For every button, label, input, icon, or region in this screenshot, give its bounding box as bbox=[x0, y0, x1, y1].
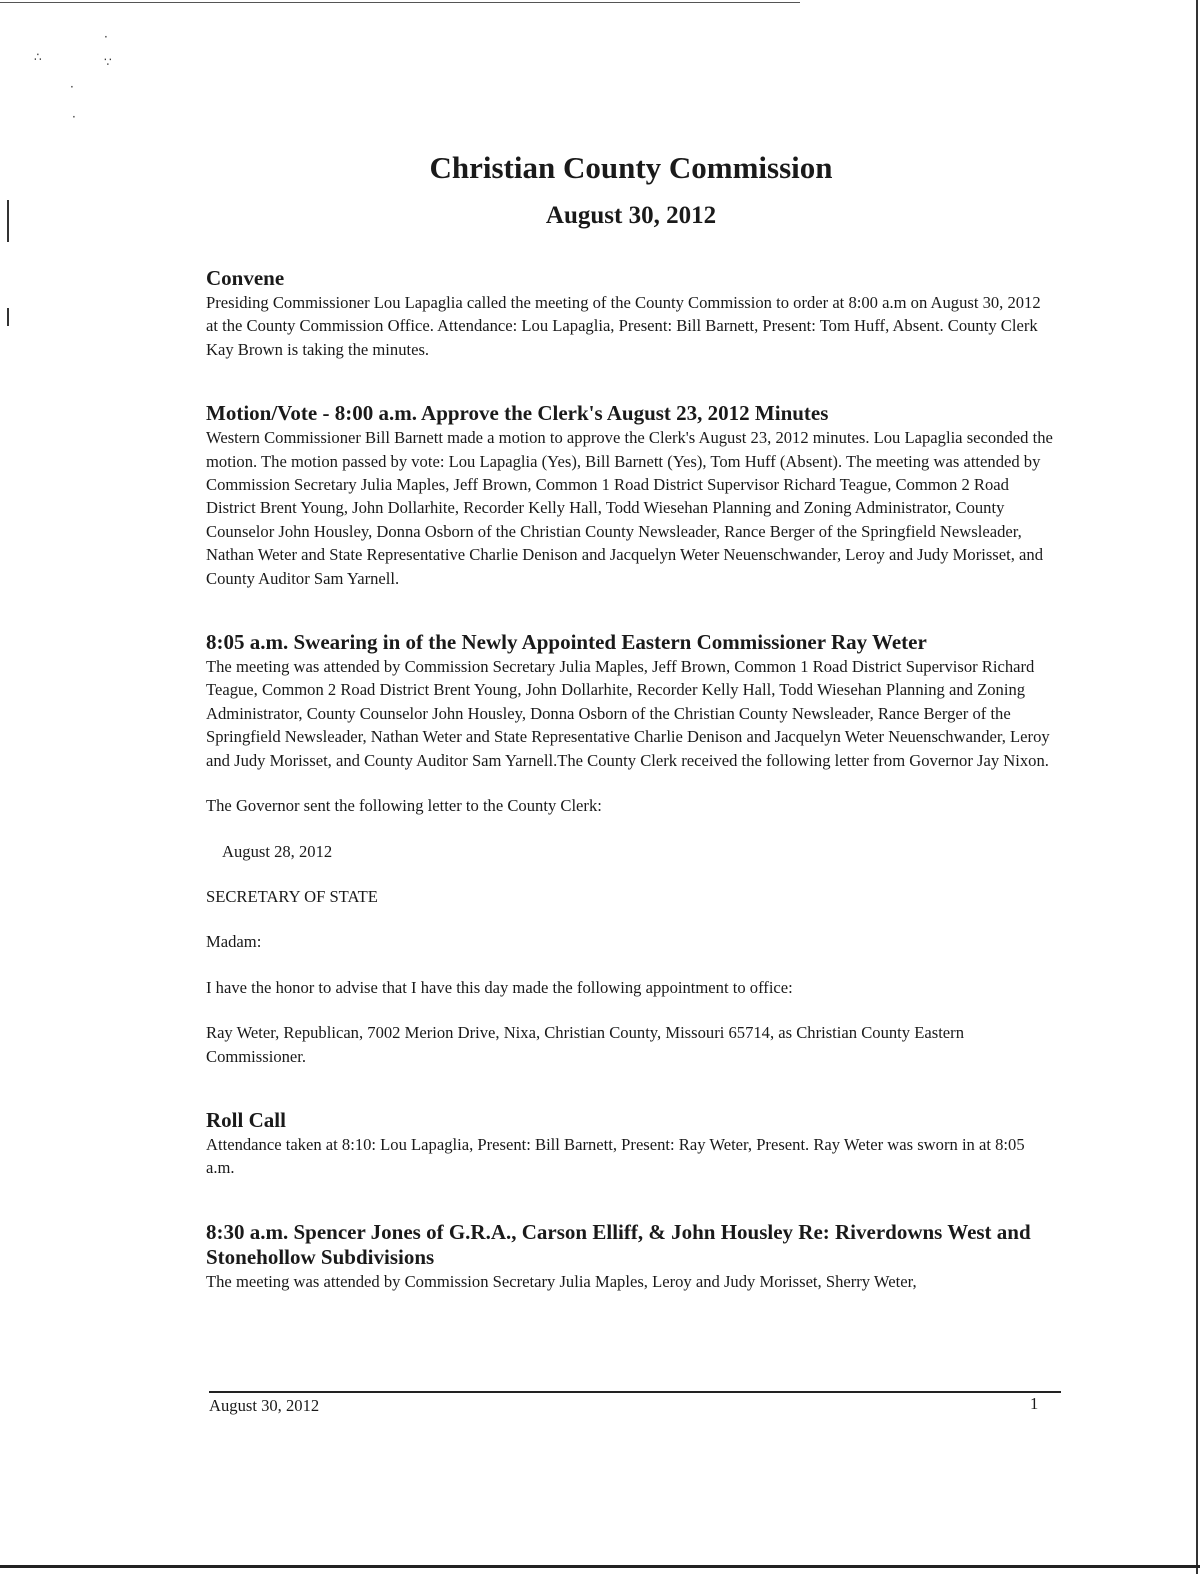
scan-speck: ∵ bbox=[104, 55, 112, 69]
section-heading: Roll Call bbox=[206, 1107, 286, 1132]
letter-body: I have the honor to advise that I have this day made the following appointment to office: bbox=[206, 977, 793, 997]
scan-edge-bottom bbox=[0, 1565, 1200, 1568]
letter-date: August 28, 2012 bbox=[222, 841, 333, 861]
scan-speck: ∴ bbox=[34, 50, 42, 64]
scan-speck: · bbox=[70, 80, 74, 94]
page-number: 1 bbox=[1030, 1394, 1039, 1413]
section-spencer-jones bbox=[206, 1220, 1056, 1293]
scan-edge-right bbox=[1196, 0, 1198, 1574]
section-text: Presiding Commissioner Lou Lapaglia called the meeting of the County Commission to order at 8:00 a.m on August 30, 2012 at the County Commission Office. Attendance: Lou Lapaglia, Present: Bill Barnett, Present: Tom Huff, Absent. County Clerk Kay Brown is taking the minutes. bbox=[206, 293, 1041, 359]
letter-appointment: Ray Weter, Republican, 7002 Merion Drive, Nixa, Christian County, Missouri 65714, as Christian County Eastern Commissioner. bbox=[206, 1023, 964, 1066]
letter-intro: The Governor sent the following letter to the County Clerk: bbox=[206, 796, 602, 816]
section-text: The meeting was attended by Commission Secretary Julia Maples, Leroy and Judy Morisset, Sherry Weter, bbox=[206, 1271, 917, 1291]
minutes-body bbox=[206, 266, 1056, 1293]
document-title: Christian County Commission bbox=[429, 150, 833, 185]
document-date: August 30, 2012 bbox=[545, 202, 717, 229]
section-roll-call bbox=[206, 1108, 1056, 1180]
letter-addressee: SECRETARY OF STATE bbox=[206, 886, 378, 906]
section-heading: Convene bbox=[206, 266, 285, 290]
scan-mark-left-2 bbox=[7, 308, 9, 326]
section-text: The meeting was attended by Commission Secretary Julia Maples, Jeff Brown, Common 1 Road District Supervisor Richard Teague, Common 2 Road District Brent Young, John Dollarhite, Recorder Kelly Hall, Todd Wiesehan Planning and Zoning Administrator, County Counselor John Housley, Donna Osborn of the Christian County Newsleader, Rance Berger of the Springfield Newsleader, Nathan Weter and State Representative Charlie Denison and Jacquelyn Weter Neuenschwander, Leroy and Judy Morisset, and County Auditor Sam Yarnell.The County Clerk received the following letter from Governor Jay Nixon. bbox=[206, 657, 1050, 770]
scan-speck: · bbox=[104, 30, 108, 44]
section-heading: 8:30 a.m. Spencer Jones of G.R.A., Carson Elliff, & John Housley Re: Riverdowns West and Stonehollow Subdivisions bbox=[206, 1219, 1031, 1269]
section-swearing-in bbox=[206, 630, 1056, 1068]
scan-edge-top bbox=[0, 2, 800, 3]
footer-rule bbox=[209, 1391, 1061, 1393]
footer-date: August 30, 2012 bbox=[209, 1396, 320, 1415]
section-text: Western Commissioner Bill Barnett made a motion to approve the Clerk's August 23, 2012 minutes. Lou Lapaglia seconded the motion. The motion passed by vote: Lou Lapaglia (Yes), Bill Barnett (Yes), Tom Huff (Absent). The meeting was attended by Commission Secretary Julia Maples, Jeff Brown, Common 1 Road District Supervisor Richard Teague, Common 2 Road District Brent Young, John Dollarhite, Recorder Kelly Hall, Todd Wiesehan Planning and Zoning Administrator, County Counselor John Housley, Donna Osborn of the Christian County Newsleader, Rance Berger of the Springfield Newsleader, Nathan Weter and State Representative Charlie Denison and Jacquelyn Weter Neuenschwander, Leroy and Judy Morisset, and County Auditor Sam Yarnell. bbox=[206, 428, 1053, 588]
section-convene bbox=[206, 266, 1056, 361]
section-text: Attendance taken at 8:10: Lou Lapaglia, Present: Bill Barnett, Present: Ray Weter, Present. Ray Weter was sworn in at 8:05 a.m. bbox=[206, 1134, 1025, 1178]
section-heading: Motion/Vote - 8:00 a.m. Approve the Clerk's August 23, 2012 Minutes bbox=[206, 401, 829, 426]
section-motion-vote bbox=[206, 401, 1056, 590]
section-heading: 8:05 a.m. Swearing in of the Newly Appointed Eastern Commissioner Ray Weter bbox=[206, 630, 927, 655]
scan-speck: · bbox=[72, 110, 76, 124]
letter-salutation: Madam: bbox=[206, 932, 262, 952]
